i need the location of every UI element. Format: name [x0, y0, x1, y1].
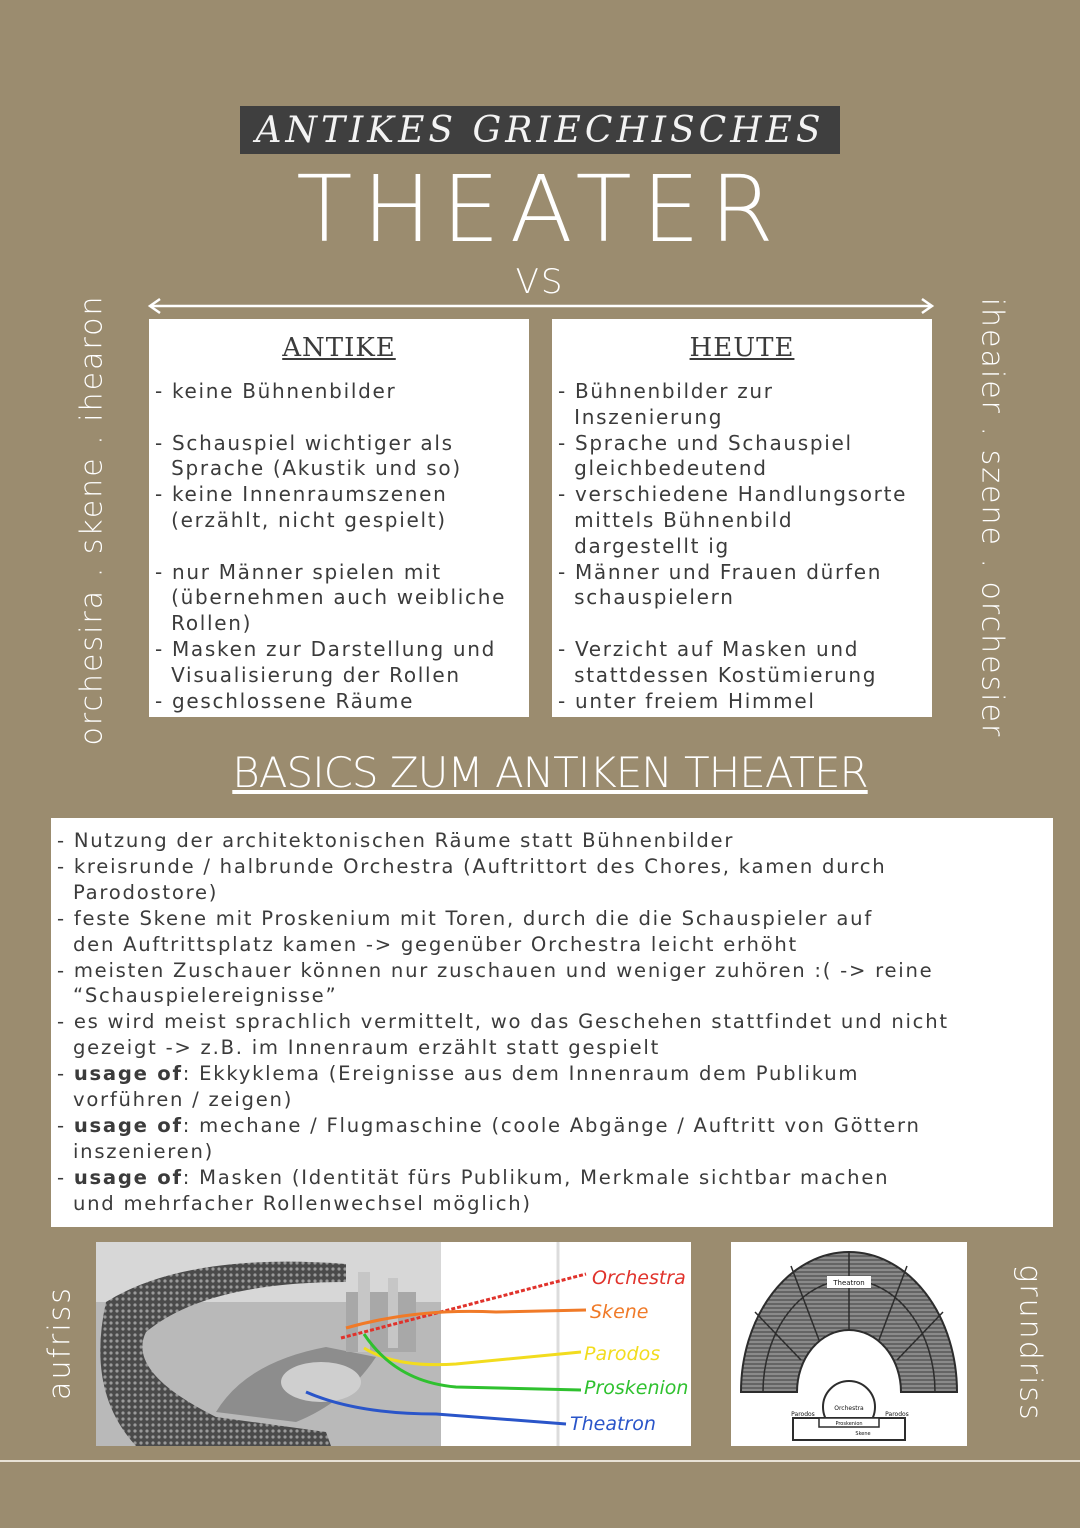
heute-line: - verschiedene Handlungsorte	[558, 482, 908, 507]
basics-line	[57, 880, 1053, 906]
basics-line-text: Nutzung der architektonischen Räume statt Bühnenbilder	[73, 829, 735, 852]
basics-line-text: : mechane / Flugmaschine (coole Abgänge / Auftritt von Göttern	[182, 1113, 921, 1137]
label-proskenion: Proskenion	[584, 1377, 689, 1399]
label-theatron: Theatron	[570, 1413, 656, 1435]
label-proskenion-plan: Proskenion	[835, 1421, 863, 1427]
label-theatron-plan: Theatron	[833, 1279, 865, 1287]
label-orchestra: Orchestra	[592, 1267, 686, 1289]
basics-line: - meisten Zuschauer können nur zuschauen und weniger zuhören :( -> reine	[57, 958, 934, 982]
label-parodos-left: Parodos	[791, 1411, 815, 1418]
subtitle-banner	[240, 106, 840, 154]
basics-line-text: gezeigt -> z.B. im Innenraum erzählt statt gespielt	[72, 1036, 661, 1060]
basics-line-text: “Schauspielereignisse”	[72, 984, 338, 1008]
aufriss-image	[96, 1242, 691, 1446]
label-parodos-right: Parodos	[885, 1411, 909, 1418]
heute-heading: HEUTE	[689, 333, 795, 363]
basics-title: BASICS ZUM ANTIKEN THEATER	[232, 748, 868, 797]
antike-line: - nur Männer spielen mit	[155, 559, 442, 584]
antike-line	[155, 405, 529, 431]
antike-line: Visualisierung der Rollen	[155, 662, 461, 687]
basics-line-text: Parodostore)	[72, 880, 219, 904]
basics-line: - usage of: Masken (Identität fürs Publikum, Merkmale sichtbar machen	[57, 1165, 890, 1189]
basics-line-text: es wird meist sprachlich vermittelt, wo das Geschehen stattfindet und nicht	[73, 1010, 949, 1034]
basics-line-text: und mehrfacher Rollenwechsel möglich)	[72, 1191, 532, 1215]
aufriss-label: aufriss	[42, 1286, 78, 1400]
antike-line: Sprache (Akustik und so)	[155, 456, 462, 481]
basics-line-text: inszenieren)	[72, 1139, 215, 1163]
basics-line: - kreisrunde / halbrunde Orchestra (Auftrittort des Chores, kamen durch	[57, 854, 887, 878]
heute-line: mittels Bühnenbild	[558, 507, 794, 532]
basics-list	[51, 818, 1053, 1227]
antike-line: - Schauspiel wichtiger als	[155, 430, 454, 455]
antike-line: - keine Bühnenbilder	[155, 379, 397, 403]
grundriss-image	[731, 1242, 967, 1446]
heute-line: - Sprache und Schauspiel	[558, 430, 853, 455]
usage-of-label: usage of	[73, 1165, 183, 1189]
label-orchestra-plan: Orchestra	[834, 1405, 864, 1412]
antike-line: (übernehmen auch weibliche	[155, 585, 507, 610]
basics-line-text: den Auftrittsplatz kamen -> gegenüber Orchestra leicht erhöht	[72, 932, 798, 956]
basics-line: - feste Skene mit Proskenium mit Toren, durch die die Schauspieler auf	[57, 906, 873, 930]
side-label-right: iheaier . szene . orchesier	[974, 297, 1010, 739]
heute-line: - Männer und Frauen dürfen	[558, 559, 883, 584]
basics-line	[57, 932, 1053, 958]
heute-line: - Verzicht auf Masken und	[558, 636, 860, 661]
basics-line: - Nutzung der architektonischen Räume statt Bühnenbilder	[57, 829, 735, 852]
vs-label: VS	[515, 262, 565, 302]
heute-line: Inszenierung	[558, 404, 724, 429]
basics-line-text: meisten Zuschauer können nur zuschauen und weniger zuhören :( -> reine	[73, 958, 934, 982]
antike-line: (erzählt, nicht gespielt)	[155, 507, 447, 532]
basics-line	[57, 983, 1053, 1009]
basics-line	[57, 1139, 1053, 1165]
theater-floorplan-drawing	[731, 1242, 967, 1446]
antike-list	[155, 379, 529, 714]
basics-line-text: kreisrunde / halbrunde Orchestra (Auftrittort des Chores, kamen durch	[73, 854, 887, 878]
basics-line-text: : Ekkyklema (Ereignisse aus dem Innenraum dem Publikum	[182, 1062, 860, 1086]
basics-line	[57, 1035, 1053, 1061]
label-skene: Skene	[590, 1301, 649, 1323]
basics-line-text: feste Skene mit Proskenium mit Toren, durch die die Schauspieler auf	[73, 906, 873, 930]
label-parodos: Parodos	[584, 1343, 661, 1365]
basics-line-text: : Masken (Identität fürs Publikum, Merkmale sichtbar machen	[182, 1165, 890, 1189]
subtitle: ANTIKES GRIECHISCHES	[255, 109, 825, 151]
side-label-left: orchesira . skene . ihearon	[74, 294, 110, 746]
heute-list	[558, 379, 932, 714]
basics-line: - usage of: mechane / Flugmaschine (coole Abgänge / Auftritt von Göttern	[57, 1113, 921, 1137]
theater-elevation-drawing	[96, 1242, 691, 1446]
antike-line	[155, 534, 529, 560]
heute-line: - Bühnenbilder zur	[558, 379, 774, 403]
basics-line-text: vorführen / zeigen)	[72, 1088, 294, 1112]
heute-line: schauspielern	[558, 585, 735, 610]
page-title: THEATER	[296, 156, 784, 263]
antike-card	[149, 319, 529, 717]
basics-line	[57, 1087, 1053, 1113]
antike-heading: ANTIKE	[282, 333, 396, 363]
antike-line: - geschlossene Räume	[155, 688, 415, 713]
basics-line	[57, 1191, 1053, 1217]
heute-line: - unter freiem Himmel	[558, 688, 816, 713]
heute-line: stattdessen Kostümierung	[558, 662, 878, 687]
usage-of-label: usage of	[73, 1062, 183, 1086]
antike-line: - Masken zur Darstellung und	[155, 636, 497, 661]
antike-line: - keine Innenraumszenen	[155, 482, 448, 507]
label-skene-plan: Skene	[855, 1431, 871, 1437]
heute-line: gleichbedeutend	[558, 456, 768, 481]
antike-line: Rollen)	[155, 611, 253, 636]
heute-line: dargestellt ig	[558, 533, 730, 558]
heute-line	[558, 611, 932, 637]
basics-line: - es wird meist sprachlich vermittelt, wo das Geschehen stattfindet und nicht	[57, 1010, 949, 1034]
usage-of-label: usage of	[73, 1113, 183, 1137]
bottom-divider	[0, 1460, 1080, 1462]
heute-card	[552, 319, 932, 717]
basics-line: - usage of: Ekkyklema (Ereignisse aus dem Innenraum dem Publikum	[57, 1062, 860, 1086]
double-arrow-icon	[146, 296, 936, 316]
grundriss-label: grundriss	[1012, 1264, 1048, 1422]
